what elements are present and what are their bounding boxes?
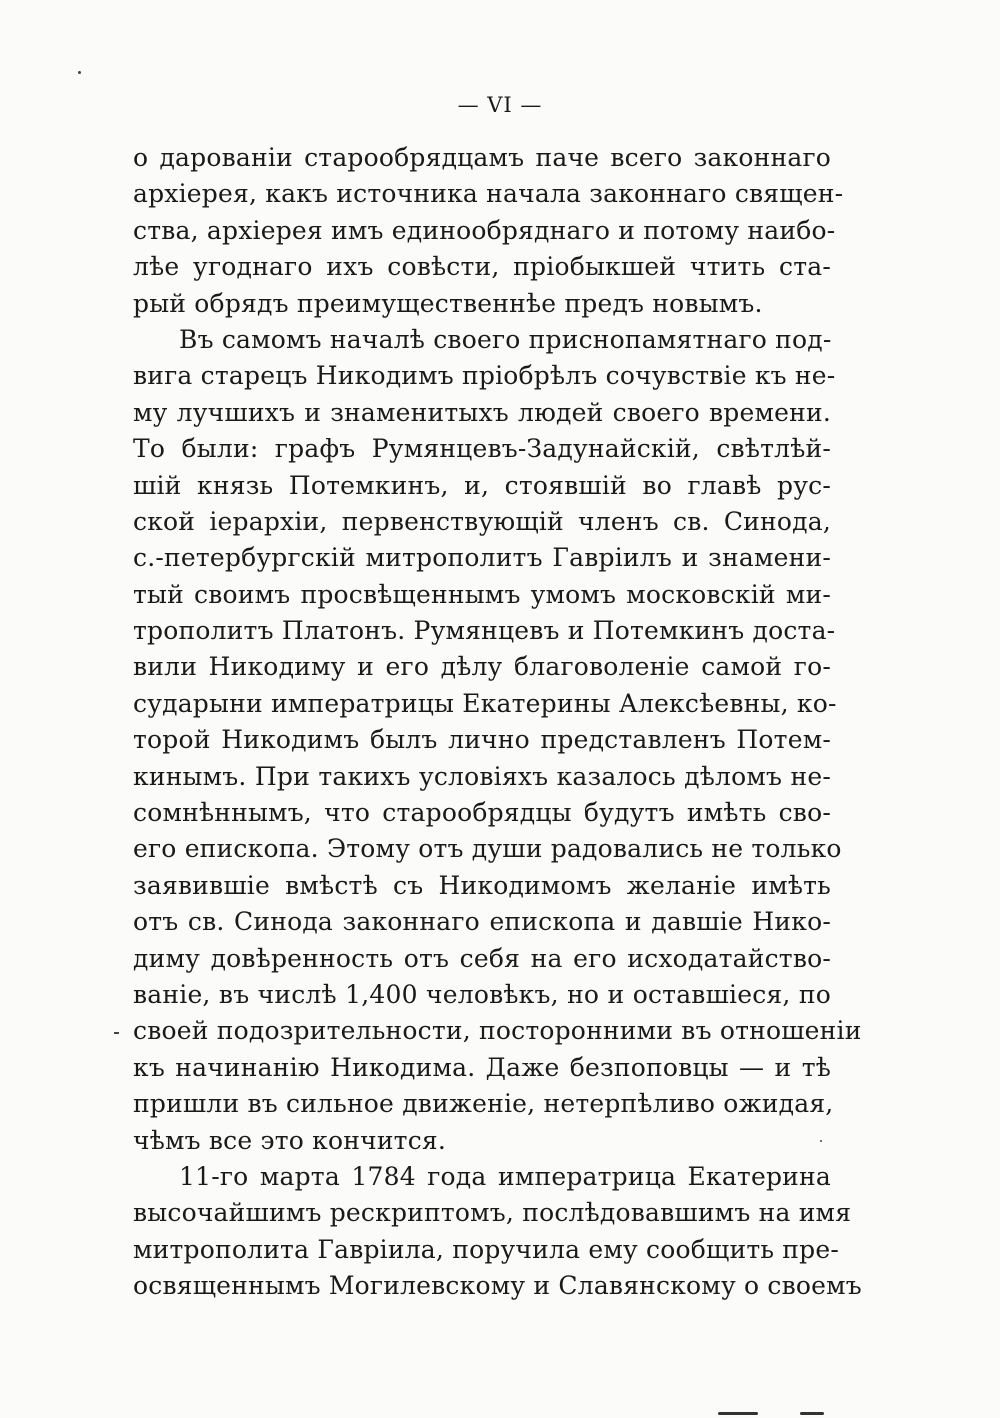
paragraph-3 — [133, 1159, 862, 1305]
text-line: лѣе угоднаго ихъ совѣсти, пріобыкшей чтить ста- — [133, 252, 831, 282]
cut-off-next-line-fragment — [718, 1404, 828, 1418]
text-line: вига старецъ Никодимъ пріобрѣлъ сочувствіе къ не- — [133, 361, 836, 391]
text-line: шій князь Потемкинъ, и, стоявшій во главѣ рус- — [133, 470, 831, 500]
text-line: рый обрядъ преимущественнѣе предъ новымъ. — [133, 288, 763, 318]
text-line: с.-петербургскій митрополитъ Гавріилъ и знамени- — [133, 543, 831, 573]
text-line: торой Никодимъ былъ лично представленъ Потем- — [133, 725, 831, 755]
text-line: архіерея, какъ источника начала законнаго священ- — [133, 179, 844, 209]
text-line: митрополита Гавріила, поручила ему сообщить пре- — [133, 1234, 840, 1264]
text-line: То были: графъ Румянцевъ-Задунайскій, свѣтлѣй- — [133, 434, 831, 464]
text-line: му лучшихъ и знаменитыхъ людей своего времени. — [133, 397, 831, 427]
text-line: Въ самомъ началѣ своего приснопамятнаго под- — [179, 324, 832, 354]
page-number: — VI — — [457, 93, 543, 117]
text-line: своей подозрительности, посторонними въ отношеніи — [133, 1016, 862, 1046]
text-line: о дарованіи старообрядцамъ паче всего законнаго — [133, 143, 831, 172]
text-line: пришли въ сильное движеніе, нетерпѣливо ожидая, — [133, 1089, 834, 1119]
scan-speck — [820, 1140, 822, 1142]
text-line: заявившіе вмѣстѣ съ Никодимомъ желаніе имѣть — [133, 870, 831, 900]
text-line: вили Никодиму и его дѣлу благоволеніе самой го- — [133, 652, 831, 682]
scan-speck — [78, 71, 81, 74]
text-line: сомнѣннымъ, что старообрядцы будутъ имѣть сво- — [133, 798, 831, 828]
body-text — [133, 140, 862, 1305]
scan-speck — [114, 1032, 119, 1034]
text-line: ской іерархіи, первенствующій членъ св. Синода, — [133, 506, 831, 536]
text-line: его епископа. Этому отъ души радовались не только — [133, 834, 842, 864]
text-line: отъ св. Синода законнаго епископа и давшіе Нико- — [133, 907, 831, 937]
text-line: кинымъ. При такихъ условіяхъ казалось дѣломъ не- — [133, 761, 831, 791]
text-line: диму довѣренность отъ себя на его исходатайство- — [133, 943, 831, 973]
text-line: ства, архіерея имъ единообряднаго и потому наибо- — [133, 215, 836, 245]
text-line: высочайшимъ рескриптомъ, послѣдовавшимъ на имя — [133, 1198, 852, 1228]
text-line: ваніе, въ числѣ 1,400 человѣкъ, но и оставшіеся, по — [133, 979, 831, 1009]
text-line: къ начинанію Никодима. Даже безпоповцы — и тѣ — [133, 1052, 831, 1082]
text-line: трополитъ Платонъ. Румянцевъ и Потемкинъ доста- — [133, 616, 836, 646]
text-line: тый своимъ просвѣщеннымъ умомъ московскій ми- — [133, 579, 831, 609]
text-line: освященнымъ Могилевскому и Славянскому о своемъ — [133, 1271, 862, 1301]
text-line: сударыни императрицы Екатерины Алексѣевны, ко- — [133, 688, 837, 718]
paragraph-1 — [133, 140, 844, 322]
text-line: 11-го марта 1784 года императрица Екатерина — [179, 1161, 831, 1191]
paragraph-2 — [133, 322, 862, 1159]
text-line: чѣмъ все это кончится. — [133, 1125, 447, 1155]
